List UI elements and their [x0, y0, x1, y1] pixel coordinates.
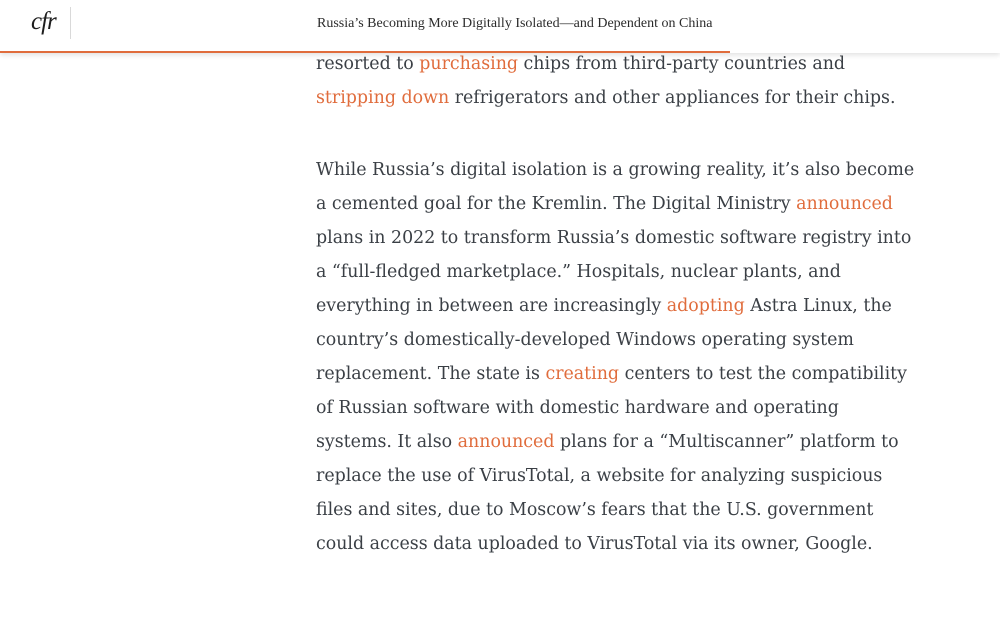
paragraph-text: refrigerators and other appliances for their chips. — [449, 88, 896, 108]
article-paragraph — [316, 47, 916, 115]
link-announced-multiscanner[interactable]: announced — [457, 432, 555, 452]
paragraph-text: resorted to — [316, 54, 420, 74]
link-stripping-down[interactable]: stripping down — [316, 88, 450, 108]
article-body — [316, 13, 916, 599]
paragraph-text: plans for a “Multiscanner” platform to replace the use of VirusTotal, a website for analyzing suspicious files and sites, due to Moscow’s fears that the U.S. government could access data uploaded to VirusTotal via its owner, Google. — [316, 432, 899, 554]
paragraph-text: chips from third-party countries and — [518, 54, 846, 74]
logo-divider — [70, 7, 71, 39]
paragraph-text: centers to test the compatibility of Russian software with domestic hardware and operating systems. It also — [316, 364, 907, 452]
reading-progress-fill — [0, 51, 730, 53]
link-purchasing[interactable]: purchasing — [419, 54, 519, 74]
sticky-header — [0, 0, 1000, 53]
link-adopting[interactable]: adopting — [666, 296, 745, 316]
paragraph-text: Astra Linux, the country’s domestically-developed Windows operating system replacement. The state is — [316, 296, 892, 384]
link-creating[interactable]: creating — [545, 364, 620, 384]
cfr-logo[interactable]: cfr — [31, 8, 56, 35]
page-title: Russia’s Becoming More Digitally Isolated—and Dependent on China — [317, 16, 713, 31]
link-announced-marketplace[interactable]: announced — [796, 194, 893, 214]
paragraph-text: While Russia’s digital isolation is a growing reality, it’s also become a cemented goal for the Kremlin. The Digital Ministry — [316, 160, 915, 214]
article-paragraph — [316, 153, 916, 561]
paragraph-text: plans in 2022 to transform Russia’s domestic software registry into a “full-fledged marketplace.” Hospitals, nuclear plants, and everything in between are increasingly — [316, 228, 912, 316]
reading-progress-bar — [0, 51, 1000, 53]
